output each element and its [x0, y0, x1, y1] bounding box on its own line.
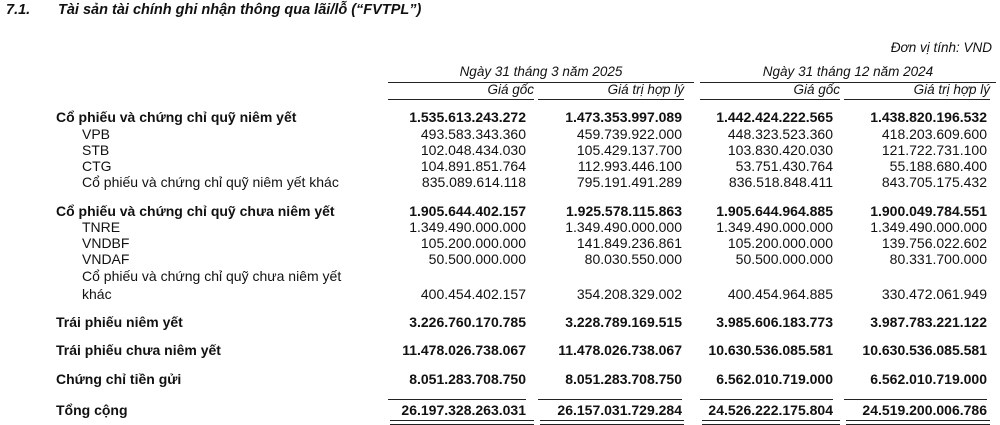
- table-row: [0, 342, 1000, 360]
- cell-cost-2025: 105.200.000.000: [420, 235, 526, 251]
- table-row: [0, 251, 1000, 269]
- total-fair-value-2024: 24.519.200.006.786: [844, 399, 987, 418]
- column-header-cost-2025: Giá gốc: [388, 82, 534, 100]
- row-label: CTG: [82, 158, 112, 174]
- cell-cost-2024: 1.442.424.222.565: [716, 109, 833, 125]
- column-header-cost-2024: Giá gốc: [700, 82, 840, 100]
- row-label: Cổ phiếu và chứng chỉ quỹ chưa niêm yết: [56, 203, 335, 219]
- cell-cost-2024: 1.349.490.000.000: [716, 219, 833, 235]
- row-label: VNDAF: [82, 251, 130, 267]
- cell-cost-2025: 1.349.490.000.000: [409, 219, 526, 235]
- table-row: [0, 268, 1000, 304]
- period-header-2025: Ngày 31 tháng 3 năm 2025: [388, 64, 694, 83]
- row-label: VPB: [82, 126, 111, 142]
- cell-cost-2024: 103.830.420.030: [727, 142, 833, 158]
- cell-fair-value-2024: 6.562.010.719.000: [870, 371, 987, 387]
- total-cost-2024: 24.526.222.175.804: [700, 399, 833, 418]
- double-underline: [540, 420, 684, 425]
- cell-fair-value-2024: 139.756.022.602: [881, 235, 987, 251]
- table-row: [0, 371, 1000, 389]
- cell-fair-value-2025: 141.849.236.861: [576, 235, 682, 251]
- row-label: Cổ phiếu và chứng chỉ quỹ niêm yết: [56, 109, 297, 125]
- cell-cost-2024: 3.985.606.183.773: [716, 314, 833, 330]
- cell-fair-value-2024: 1.349.490.000.000: [870, 219, 987, 235]
- cell-cost-2025: 835.089.614.118: [421, 174, 526, 190]
- column-header-fair-value-2025: Giá trị hợp lý: [538, 82, 684, 100]
- cell-fair-value-2024: 10.630.536.085.581: [862, 342, 987, 358]
- cell-cost-2025: 8.051.283.708.750: [409, 371, 526, 387]
- cell-cost-2025: 3.226.760.170.785: [409, 314, 526, 330]
- row-label: Chứng chỉ tiền gửi: [56, 371, 182, 387]
- cell-fair-value-2024: 1.438.820.196.532: [870, 109, 987, 125]
- cell-cost-2024: 1.905.644.964.885: [716, 203, 833, 219]
- cell-fair-value-2025: 354.208.329.002: [576, 286, 682, 302]
- period-header-2024: Ngày 31 tháng 12 năm 2024: [700, 64, 996, 83]
- cell-cost-2024: 448.323.523.360: [727, 126, 833, 142]
- table-row: [0, 174, 1000, 192]
- cell-cost-2024: 400.454.964.885: [727, 286, 833, 302]
- total-row: [0, 402, 1000, 420]
- total-cost-2025: 26.197.328.263.031: [388, 399, 526, 418]
- row-label-continuation: khác: [82, 286, 112, 302]
- row-label: Cổ phiếu và chứng chỉ quỹ chưa niêm yết: [82, 268, 342, 284]
- cell-cost-2024: 50.500.000.000: [735, 251, 833, 267]
- cell-cost-2025: 50.500.000.000: [428, 251, 526, 267]
- row-label: STB: [82, 142, 110, 158]
- cell-cost-2024: 53.751.430.764: [735, 158, 833, 174]
- total-label: Tổng cộng: [56, 402, 128, 418]
- double-underline: [702, 420, 840, 425]
- cell-cost-2025: 102.048.434.030: [420, 142, 526, 158]
- row-label: VNDBF: [82, 235, 130, 251]
- double-underline: [846, 420, 990, 425]
- cell-fair-value-2024: 843.705.175.432: [881, 174, 987, 190]
- cell-fair-value-2024: 3.987.783.221.122: [870, 314, 987, 330]
- column-header-fair-value-2024: Giá trị hợp lý: [844, 82, 990, 100]
- section-number: 7.1.: [6, 2, 31, 18]
- cell-fair-value-2025: 105.429.137.700: [576, 142, 682, 158]
- cell-fair-value-2025: 1.925.578.115.863: [565, 203, 682, 219]
- double-underline: [390, 420, 534, 425]
- cell-cost-2025: 400.454.402.157: [420, 286, 526, 302]
- cell-fair-value-2024: 418.203.609.600: [881, 126, 987, 142]
- cell-fair-value-2025: 112.993.446.100: [577, 158, 682, 174]
- section-heading: [6, 2, 421, 18]
- cell-fair-value-2025: 3.228.789.169.515: [565, 314, 682, 330]
- currency-unit: Đơn vị tính: VND: [890, 40, 992, 55]
- cell-fair-value-2024: 80.331.700.000: [889, 251, 987, 267]
- cell-cost-2024: 105.200.000.000: [727, 235, 833, 251]
- row-label: Trái phiếu chưa niêm yết: [56, 342, 221, 358]
- cell-fair-value-2025: 795.191.491.289: [576, 174, 682, 190]
- table-row: [0, 314, 1000, 332]
- cell-cost-2025: 493.583.343.360: [420, 126, 526, 142]
- cell-fair-value-2024: 121.722.731.100: [881, 142, 987, 158]
- cell-fair-value-2024: 330.472.061.949: [881, 286, 987, 302]
- total-fair-value-2025: 26.157.031.729.284: [538, 399, 682, 418]
- table-row: [0, 109, 1000, 127]
- cell-cost-2025: 1.535.613.243.272: [409, 109, 526, 125]
- cell-fair-value-2025: 1.473.353.997.089: [565, 109, 682, 125]
- cell-cost-2024: 10.630.536.085.581: [708, 342, 833, 358]
- cell-fair-value-2025: 8.051.283.708.750: [565, 371, 682, 387]
- section-title: Tài sản tài chính ghi nhận thông qua lãi/lỗ (“FVTPL”): [58, 2, 422, 18]
- cell-fair-value-2025: 459.739.922.000: [576, 126, 682, 142]
- cell-cost-2025: 1.905.644.402.157: [409, 203, 526, 219]
- row-label: Cổ phiếu và chứng chỉ quỹ niêm yết khác: [82, 174, 339, 190]
- cell-fair-value-2024: 55.188.680.400: [889, 158, 987, 174]
- cell-fair-value-2025: 1.349.490.000.000: [565, 219, 682, 235]
- cell-cost-2025: 11.478.026.738.067: [402, 342, 526, 358]
- cell-cost-2024: 6.562.010.719.000: [716, 371, 833, 387]
- row-label: Trái phiếu niêm yết: [56, 314, 183, 330]
- cell-fair-value-2024: 1.900.049.784.551: [870, 203, 987, 219]
- row-label: TNRE: [82, 219, 121, 235]
- cell-fair-value-2025: 11.478.026.738.067: [558, 342, 682, 358]
- cell-fair-value-2025: 80.030.550.000: [584, 251, 682, 267]
- cell-cost-2025: 104.891.851.764: [420, 158, 526, 174]
- cell-cost-2024: 836.518.848.411: [728, 174, 833, 190]
